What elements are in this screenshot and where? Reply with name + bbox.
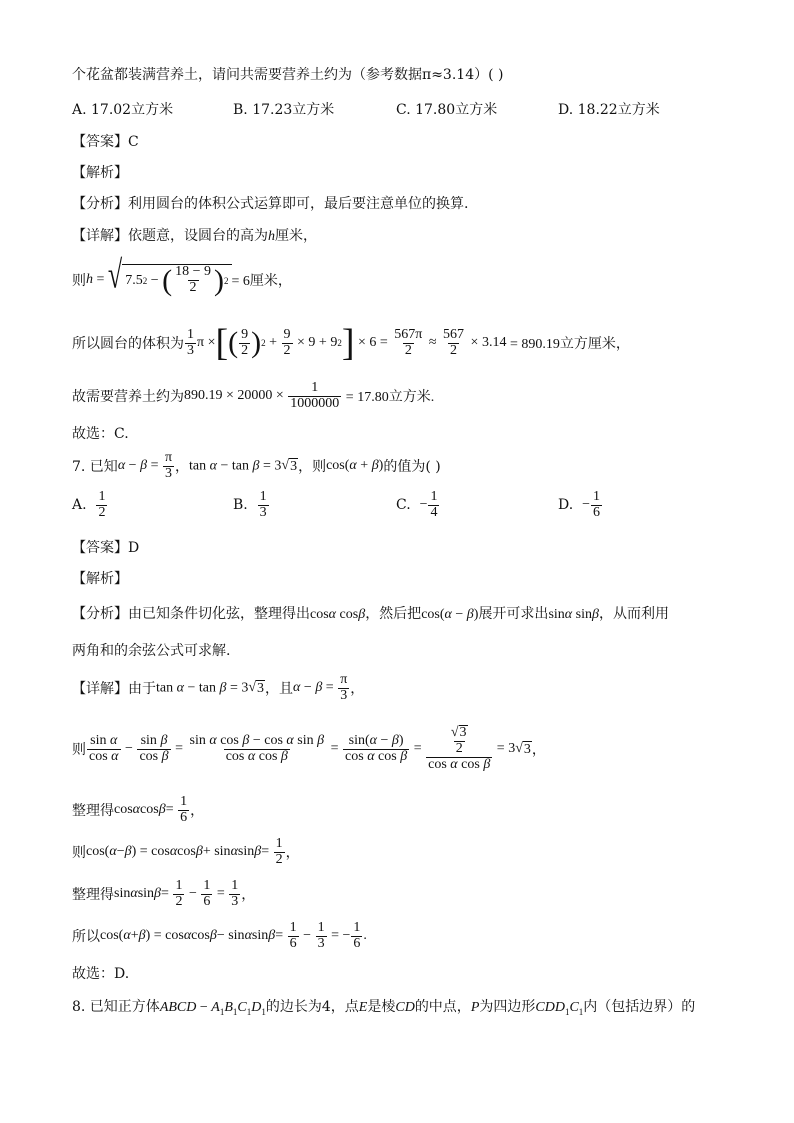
q7-quotient-formula: 则 $\frac{\text{sin α}}{\text{cos α}}$ − $\frac{\text{sin β}}{\text{cos β}}$ = $\frac{\text{sin α cos β − cos α sin β}}{\text{cos α cos β}}$ = $\frac{\sin(\alpha - \beta)}{\text{cos α cos β}}$ = √ 3 2 cos α cos β = 3 √ 3 ， <box>72 724 546 772</box>
xiangjie-tag: 【详解】 <box>72 681 128 697</box>
q6-xiangjie: 【详解】依题意，设圆台的高为h厘米， <box>72 228 317 244</box>
q6-volume-formula: 所以圆台的体积为 $\frac{1}{3}$ π × [ ( $\frac{9}{2}$ ) 2 + $\frac{9}{2}$ × 9 + 9 2 ] × 6 = $\frac{567\pi}{2}$ ≈ $\frac{567}{2}$ × 3.14 = 890.19立方厘米， <box>72 322 630 364</box>
q7-step-2: 则 cos( α − β ) = cos α cos β + sin α sin β = $\frac{1}{2}$ ， <box>72 835 300 867</box>
q8-stem: 8. 已知正方体ABCD − $A_1B_1C_1D_1$的边长为4，点E是棱CD的中点，P为四边形$CDD_1C_1$内（包括边界）的 <box>72 999 696 1017</box>
q6-stem-tail: 个花盆都装满营养土，请问共需要营养土约为（参考数据π≈3.14）( ) <box>72 67 504 83</box>
q6-analysis-tag: 【解析】 <box>72 165 128 181</box>
q7-fenxi: 【分析】由已知条件切化弦，整理得出cosα cosβ，然后把cos(α − β)展开可求出sinα sinβ，从而利用 <box>72 606 669 622</box>
fenxi-text: 利用圆台的体积公式运算即可，最后要注意单位的换算. <box>128 196 469 212</box>
q7-step-4: 所以 cos( α + β ) = cos α cos β − sin α sin β = $\frac{1}{6}$ − $\frac{1}{3}$ = − $\frac{1}{6}$ . <box>72 919 367 951</box>
q7-xiangjie: 【详解】 由于 tan α − tan β = 3 √ 3 ，且 α − β = $\frac{\pi}{3}$ ， <box>72 671 365 703</box>
q6-option-a: A. 17.02立方米 <box>72 102 174 118</box>
answer-value: D <box>128 540 140 556</box>
q7-stem: 7. 已知 α − β = $\frac{\pi}{3}$ ， tan α − tan β = 3 √ 3 ，则 cos(α + β) 的值为( ) <box>72 449 441 481</box>
fenxi-tag: 【分析】 <box>72 606 128 622</box>
q7-option-b: B. $\frac{1}{3}$ <box>233 489 267 520</box>
q7-step-1: 整理得 cos α cos β = $\frac{1}{6}$ ， <box>72 793 205 825</box>
q6-option-b: B. 17.23立方米 <box>233 102 335 118</box>
q7-option-d: D. − $\frac{1}{6}$ <box>558 489 600 520</box>
q7-analysis-tag: 【解析】 <box>72 571 128 587</box>
q7-option-a: A. $\frac{1}{2}$ <box>72 489 106 520</box>
answer-tag: 【答案】 <box>72 134 128 150</box>
q7-option-c: C. − $\frac{1}{4}$ <box>396 489 438 520</box>
sqrt-expression: √ 7.5 2 − ( $\frac{18 - 9}{2}$ ) 2 <box>108 264 232 295</box>
q7-step-3: 整理得 sin α sin β = $\frac{1}{2}$ − $\frac{1}{6}$ = $\frac{1}{3}$ ， <box>72 877 256 909</box>
q6-answer-line <box>72 131 139 151</box>
q6-option-d: D. 18.22立方米 <box>558 102 660 118</box>
answer-value: C <box>128 134 139 150</box>
q6-fenxi <box>72 193 468 213</box>
fenxi-tag: 【分析】 <box>72 196 128 212</box>
q7-choose: 故选：D. <box>72 966 130 982</box>
q6-choose: 故选：C. <box>72 426 129 442</box>
q6-height-formula: 则 h = √ 7.5 2 − ( $\frac{18 - 9}{2}$ ) 2 = 6厘米， <box>72 253 292 297</box>
answer-tag: 【答案】 <box>72 540 128 556</box>
q6-total-formula: 故需要营养土约为 890.19 × 20000 × $\frac{1}{1000000}$ = 17.80立方米. <box>72 379 435 411</box>
q6-option-c: C. 17.80立方米 <box>396 102 498 118</box>
xiangjie-tag: 【详解】 <box>72 228 128 244</box>
q7-fenxi-2: 两角和的余弦公式可求解. <box>72 643 231 659</box>
q7-answer-line <box>72 537 139 557</box>
